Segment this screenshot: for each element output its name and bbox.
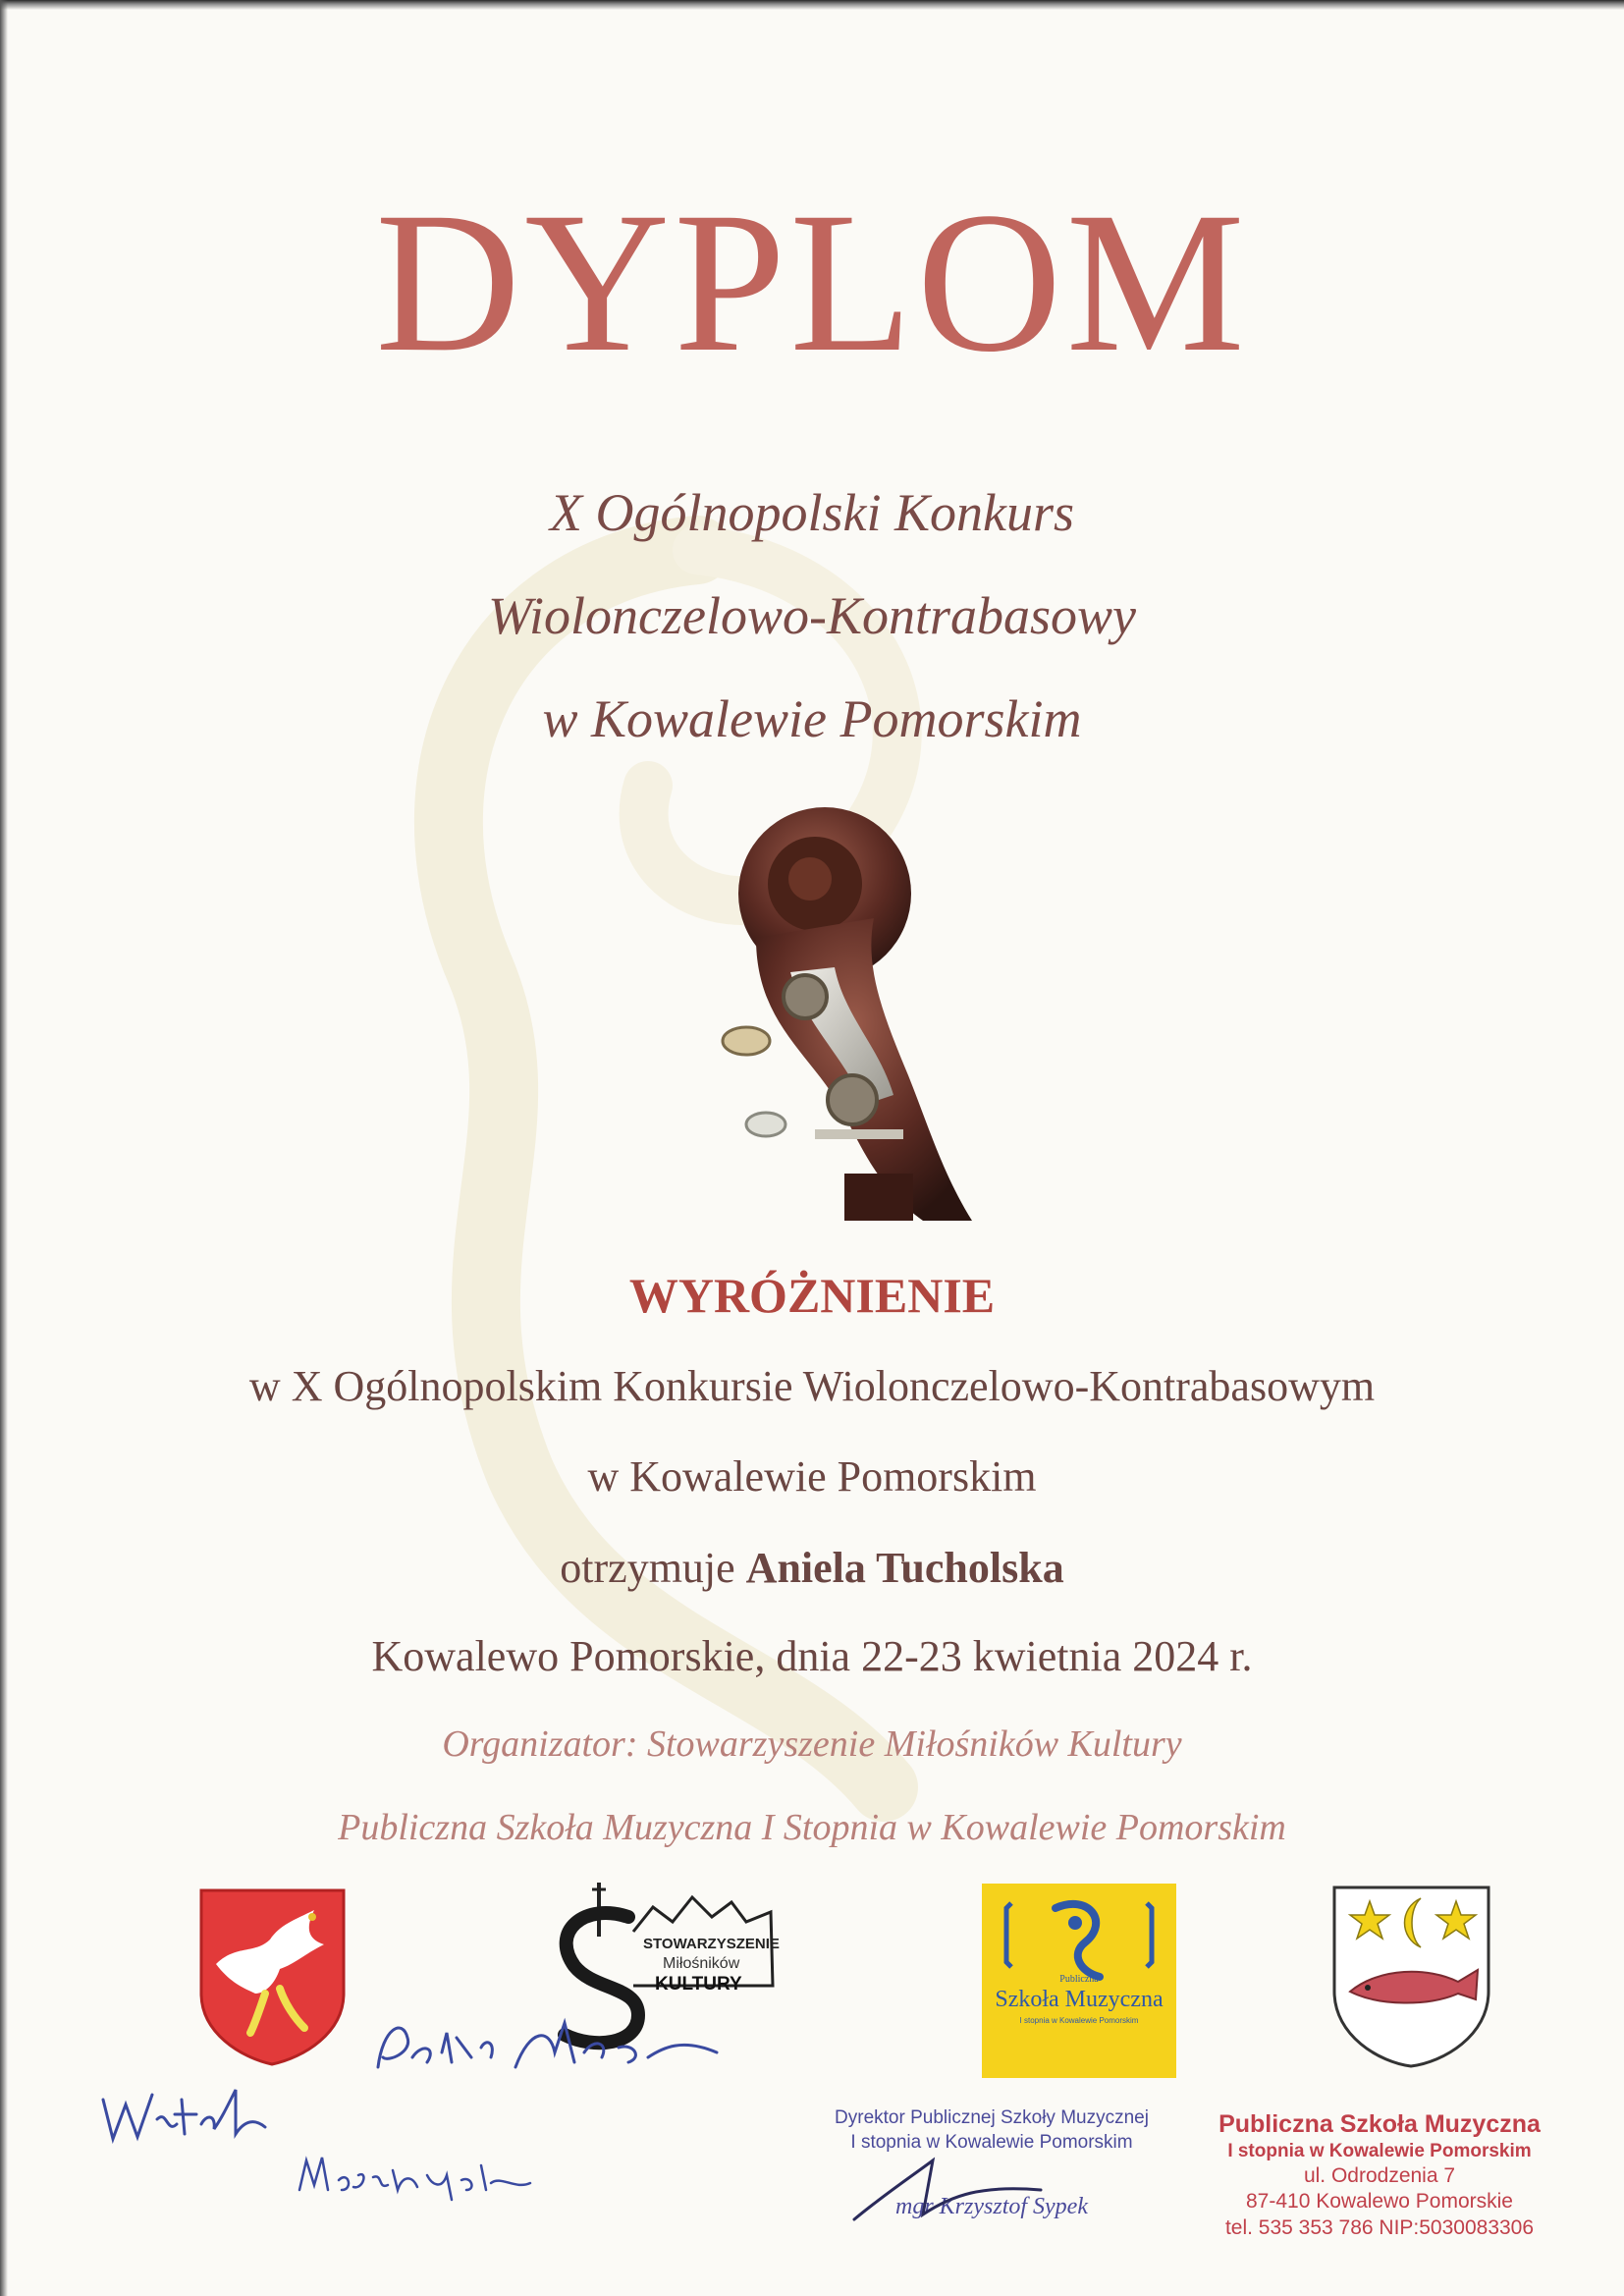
logo-text-sub: I stopnia w Kowalewie Pomorskim [1019,2016,1139,2025]
scan-edge [0,0,1624,10]
organizer-line-2: Publiczna Szkoła Muzyczna I Stopnia w Kowalewie Pomorskim [338,1807,1286,1848]
logo-text-milosnikow: Miłośników [663,1955,740,1972]
kowalewo-coat-of-arms-icon [1330,1884,1492,2070]
school-stamp-line-2: I stopnia w Kowalewie Pomorskim [1227,2141,1532,2162]
signature-2 [358,2008,731,2097]
double-bass-scroll-icon [697,800,972,1221]
receives-label: otrzymuje [560,1544,735,1592]
body-line-1: w X Ogólnopolskim Konkursie Wiolonczelowo-Kontrabasowym [248,1362,1376,1410]
logo-text-kultury: KULTURY [655,1974,742,1995]
coat-of-arms-eagle-icon [196,1886,349,2067]
logo-text-szkola: Szkoła Muzyczna [995,1987,1164,2012]
director-signature [844,2156,1060,2229]
director-stamp [785,2106,1198,2223]
recipient-name: Aniela Tucholska [745,1544,1064,1592]
logo-text-publiczna: Publiczna [1059,1974,1099,1985]
director-name: mgr Krzysztof Sypek [895,2194,1088,2220]
signature-3 [295,2146,540,2205]
school-stamp-line-1: Publiczna Szkoła Muzyczna [1218,2110,1541,2138]
school-stamp-line-4: 87-410 Kowalewo Pomorskie [1246,2190,1513,2214]
director-stamp-line-2: I stopnia w Kowalewie Pomorskim [850,2131,1133,2153]
school-stamp-line-3: ul. Odrodzenia 7 [1303,2164,1456,2187]
recipient-line [0,1544,1624,1592]
szkola-muzyczna-logo [982,1884,1176,2078]
award-heading: WYRÓŻNIENIE [628,1268,996,1323]
school-stamp [1183,2109,1576,2241]
signature-1 [98,2080,275,2149]
logo-text-stowarzyszenie: STOWARZYSZENIE [643,1936,780,1952]
director-stamp-line-1: Dyrektor Publicznej Szkoły Muzycznej [835,2107,1149,2128]
school-stamp-line-5: tel. 535 353 786 NIP:5030083306 [1224,2215,1535,2239]
competition-line-3: w Kowalewie Pomorskim [542,689,1082,748]
diploma-title: DYPLOM [375,171,1249,394]
competition-line-2: Wiolonczelowo-Kontrabasowy [488,586,1136,645]
organizer-line-1: Organizator: Stowarzyszenie Miłośników Kultury [442,1723,1182,1765]
place-date: Kowalewo Pomorskie, dnia 22-23 kwietnia 2024 r. [371,1632,1253,1680]
competition-line-1: X Ogólnopolski Konkurs [550,483,1074,542]
body-line-2: w Kowalewie Pomorskim [587,1452,1037,1501]
